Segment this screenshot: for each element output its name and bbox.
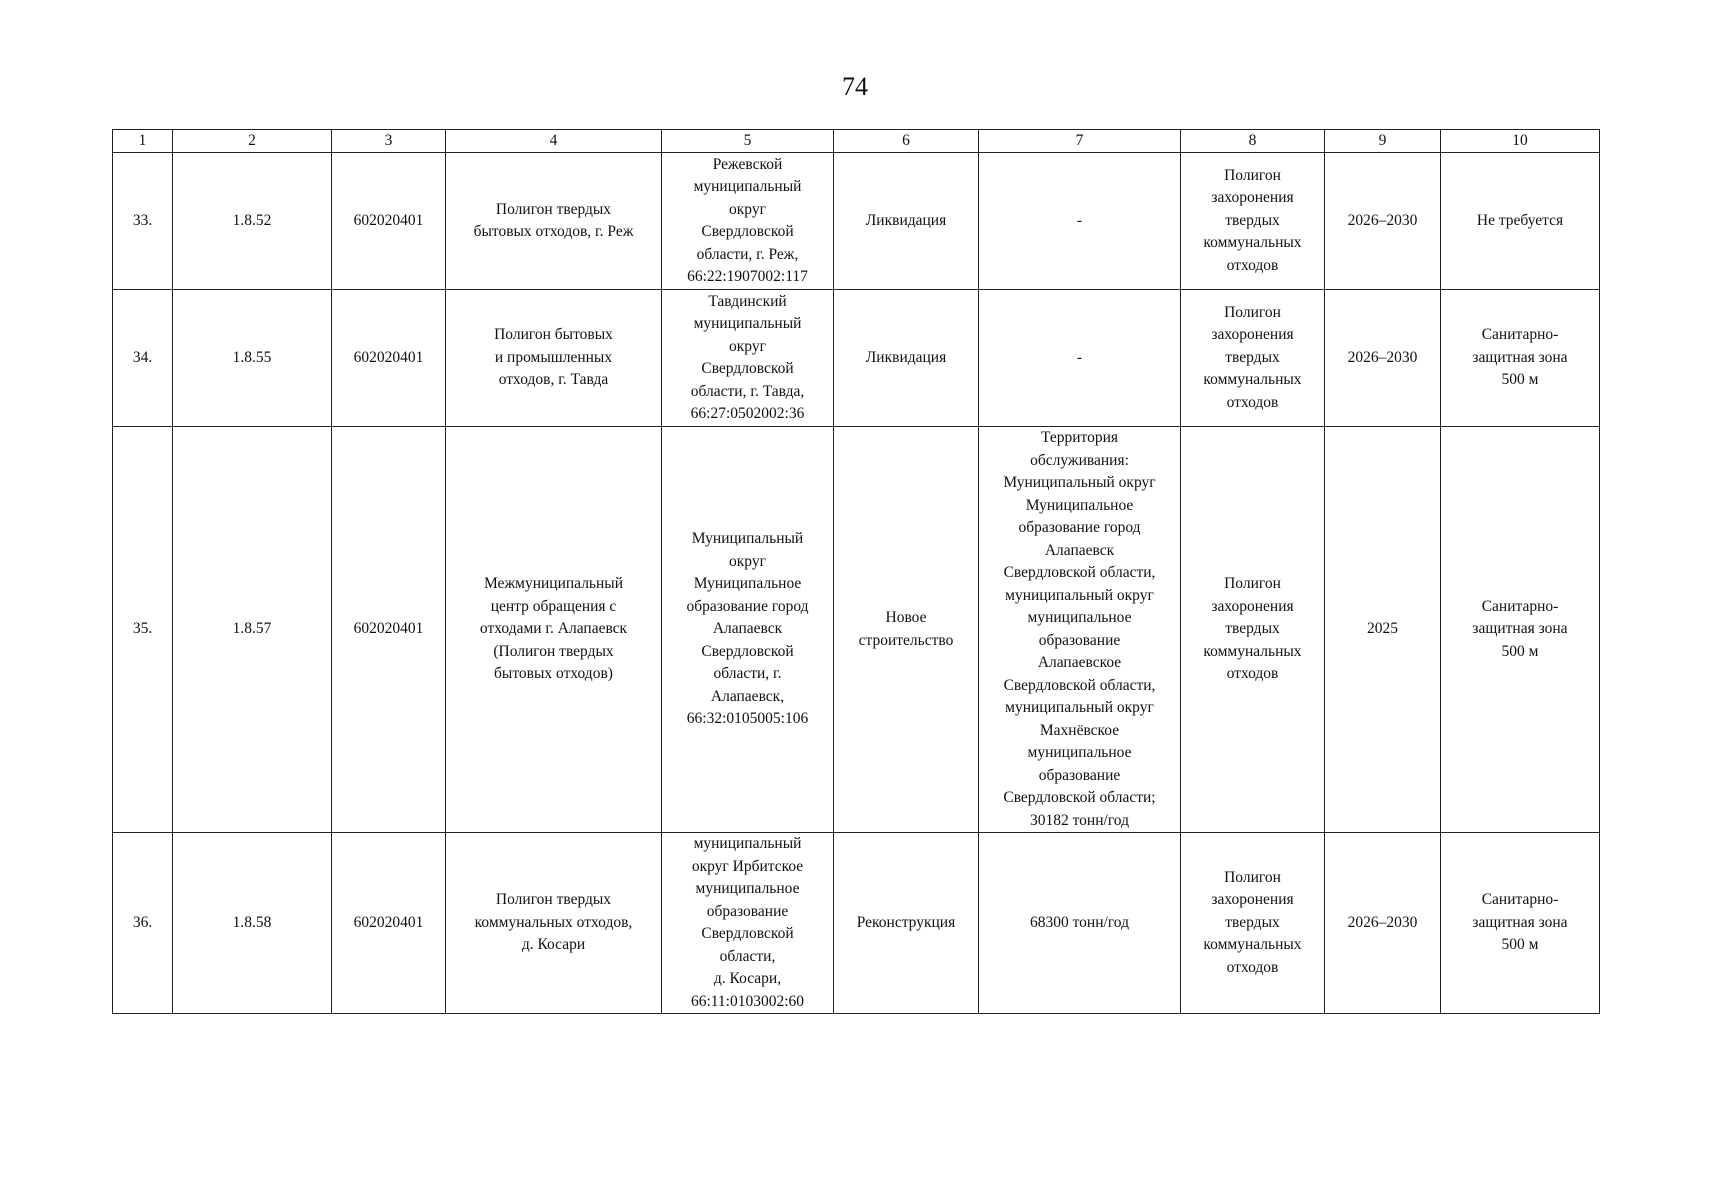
- column-number-row: [113, 130, 1600, 153]
- oktmo-code: 602020401: [332, 427, 446, 833]
- object-name: Полигон твердых бытовых отходов, г. Реж: [446, 153, 662, 290]
- implementation-period: 2026–2030: [1325, 290, 1441, 427]
- table-row: [113, 427, 1600, 833]
- column-header: 10: [1441, 130, 1600, 153]
- table-row: [113, 833, 1600, 1014]
- object-capacity: 68300 тонн/год: [979, 833, 1181, 1014]
- object-location: Режевской муниципальный округ Свердловской области, г. Реж, 66:22:1907002:117: [662, 153, 834, 290]
- column-header: 6: [834, 130, 979, 153]
- table-row: [113, 290, 1600, 427]
- row-number: 36.: [113, 833, 173, 1014]
- protection-zone: Санитарно- защитная зона 500 м: [1441, 290, 1600, 427]
- implementation-period: 2026–2030: [1325, 153, 1441, 290]
- object-code: 1.8.55: [173, 290, 332, 427]
- object-name: Полигон бытовых и промышленных отходов, г. Тавда: [446, 290, 662, 427]
- column-header: 2: [173, 130, 332, 153]
- object-location: муниципальный округ Ирбитское муниципальное образование Свердловской области, д. Косари, 66:11:0103002:60: [662, 833, 834, 1014]
- column-header: 9: [1325, 130, 1441, 153]
- object-code: 1.8.52: [173, 153, 332, 290]
- implementation-period: 2025: [1325, 427, 1441, 833]
- oktmo-code: 602020401: [332, 833, 446, 1014]
- implementation-period: 2026–2030: [1325, 833, 1441, 1014]
- object-code: 1.8.58: [173, 833, 332, 1014]
- protection-zone: Санитарно- защитная зона 500 м: [1441, 427, 1600, 833]
- object-purpose: Полигон захоронения твердых коммунальных отходов: [1181, 833, 1325, 1014]
- row-number: 33.: [113, 153, 173, 290]
- planned-action: Реконструкция: [834, 833, 979, 1014]
- object-location: Тавдинский муниципальный округ Свердловской области, г. Тавда, 66:27:0502002:36: [662, 290, 834, 427]
- planned-action: Ликвидация: [834, 153, 979, 290]
- oktmo-code: 602020401: [332, 153, 446, 290]
- object-purpose: Полигон захоронения твердых коммунальных отходов: [1181, 290, 1325, 427]
- object-purpose: Полигон захоронения твердых коммунальных отходов: [1181, 427, 1325, 833]
- object-capacity: Территория обслуживания: Муниципальный округ Муниципальное образование город Алапаевск Свердловской области, муниципальный округ муниципальное образование Алапаевское Свердловской области, муниципальный округ Махнёвское муниципальное образование Свердловской области; 30182 тонн/год: [979, 427, 1181, 833]
- column-header: 8: [1181, 130, 1325, 153]
- object-location: Муниципальный округ Муниципальное образование город Алапаевск Свердловской области, г. Алапаевск, 66:32:0105005:106: [662, 427, 834, 833]
- object-name: Полигон твердых коммунальных отходов, д. Косари: [446, 833, 662, 1014]
- object-capacity: -: [979, 153, 1181, 290]
- column-header: 3: [332, 130, 446, 153]
- column-header: 4: [446, 130, 662, 153]
- oktmo-code: 602020401: [332, 290, 446, 427]
- waste-facilities-table: [112, 129, 1600, 1014]
- object-capacity: -: [979, 290, 1181, 427]
- row-number: 34.: [113, 290, 173, 427]
- protection-zone: Санитарно- защитная зона 500 м: [1441, 833, 1600, 1014]
- object-name: Межмуниципальный центр обращения с отходами г. Алапаевск (Полигон твердых бытовых отходов): [446, 427, 662, 833]
- page-number: 74: [842, 72, 868, 101]
- object-purpose: Полигон захоронения твердых коммунальных отходов: [1181, 153, 1325, 290]
- planned-action: Новое строительство: [834, 427, 979, 833]
- table-row: [113, 153, 1600, 290]
- protection-zone: Не требуется: [1441, 153, 1600, 290]
- planned-action: Ликвидация: [834, 290, 979, 427]
- column-header: 5: [662, 130, 834, 153]
- row-number: 35.: [113, 427, 173, 833]
- column-header: 1: [113, 130, 173, 153]
- column-header: 7: [979, 130, 1181, 153]
- object-code: 1.8.57: [173, 427, 332, 833]
